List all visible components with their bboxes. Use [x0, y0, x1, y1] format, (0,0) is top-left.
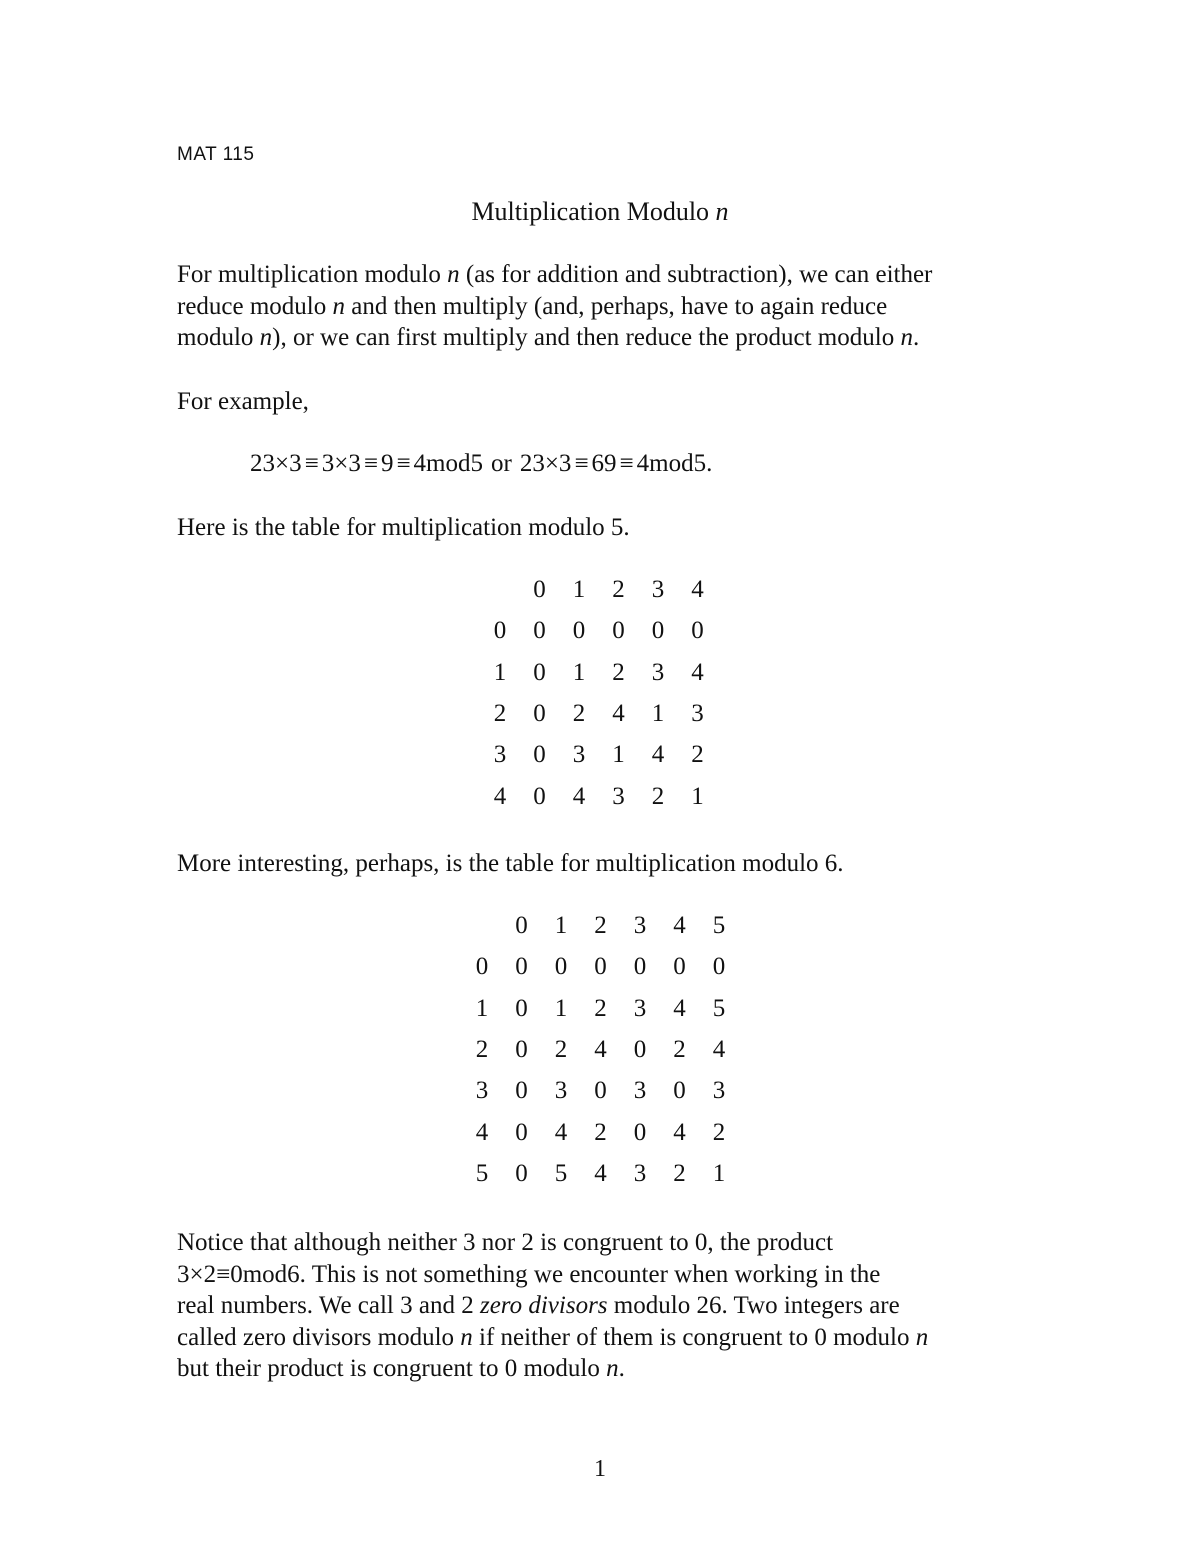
intro-line-2-b: and then multiply (and, perhaps, have to again reduce	[345, 292, 888, 320]
eq-equiv-2: ≡	[363, 450, 378, 477]
table-cell: 2	[673, 1159, 686, 1187]
table-cell: 0	[673, 953, 686, 981]
eq-term-6: 69	[591, 450, 617, 477]
notice-line-5	[177, 1353, 928, 1385]
table-cell: 0	[515, 1035, 528, 1063]
intro-line-2-a: reduce modulo	[177, 292, 333, 320]
notice-line-4-var2: n	[915, 1323, 929, 1351]
notice-line-4-var: n	[460, 1323, 473, 1351]
table-cell: 1	[691, 782, 704, 810]
eq-term-3: 9	[380, 450, 394, 477]
eq-term-5: 23×3	[519, 450, 572, 477]
table-cell: 4	[673, 994, 686, 1022]
table-cell: 0	[515, 994, 528, 1022]
row-header: 0	[475, 953, 489, 981]
row-header: 5	[475, 1159, 489, 1187]
table-cell: 2	[673, 1035, 686, 1063]
table-cell: 3	[633, 1077, 647, 1105]
notice-line-3-b: modulo 26. Two integers are	[607, 1292, 900, 1319]
mod5-caption: Here is the table for multiplication modulo 5.	[177, 514, 630, 541]
table-cell: 0	[673, 1077, 686, 1105]
table-cell: 2	[554, 1035, 568, 1063]
row-header: 1	[475, 994, 489, 1022]
notice-line-1: Notice that although neither 3 nor 2 is congruent to 0, the product	[177, 1229, 834, 1256]
table-cell: 4	[572, 782, 586, 810]
table-cell: 0	[533, 699, 546, 727]
page-title	[0, 197, 1200, 227]
table-cell: 4	[691, 658, 704, 686]
table-cell: 0	[533, 782, 546, 810]
col-header: 0	[533, 576, 546, 603]
notice-line-2-b: . This is not something we encounter when working in the	[299, 1260, 881, 1288]
col-header: 4	[691, 576, 704, 603]
notice-line-5-a: but their product is congruent to 0 modulo	[177, 1355, 607, 1382]
table-cell: 2	[651, 782, 665, 810]
col-header: 0	[515, 912, 528, 939]
intro-line-3-c: .	[912, 324, 920, 351]
intro-line-3-var: n	[259, 324, 273, 351]
eq-term-4: 4mod5	[413, 450, 483, 477]
table-cell: 0	[554, 953, 568, 981]
table-cell: 1	[712, 1159, 726, 1187]
table-cell: 1	[612, 741, 625, 769]
intro-line-2	[177, 291, 932, 323]
table-cell: 0	[594, 953, 607, 981]
table-cell: 2	[594, 994, 607, 1022]
intro-line-1-b: (as for addition and subtraction), we can either	[459, 261, 933, 288]
table-cell: 0	[515, 953, 528, 981]
table-cell: 3	[554, 1077, 568, 1105]
eq-equiv-4: ≡	[574, 450, 589, 477]
row-header: 2	[493, 699, 507, 727]
notice-line-4-a: called zero divisors modulo	[177, 1323, 461, 1351]
table-cell: 0	[533, 658, 546, 686]
notice-line-5-b: .	[618, 1355, 625, 1382]
table-cell: 0	[712, 953, 726, 981]
example-lead: For example,	[177, 388, 309, 415]
eq-term-7: 4mod5	[636, 450, 707, 477]
table-cell: 0	[651, 617, 665, 645]
table-cell: 3	[651, 658, 665, 686]
table-cell: 4	[651, 741, 665, 769]
col-header: 1	[554, 912, 568, 939]
table-cell: 1	[651, 699, 665, 727]
notice-paragraph	[177, 1227, 928, 1385]
table-cell: 4	[712, 1035, 726, 1063]
table-cell: 1	[554, 994, 568, 1022]
table-cell: 0	[533, 741, 546, 769]
intro-line-2-var: n	[332, 292, 346, 320]
intro-line-3-var2: n	[900, 324, 913, 351]
eq-or: or	[491, 450, 512, 477]
table-cell: 2	[691, 741, 704, 769]
notice-emphasis: zero divisors	[479, 1292, 608, 1319]
table-cell: 3	[691, 699, 704, 727]
table-cell: 0	[612, 617, 625, 645]
notice-line-3-a: real numbers. We call 3 and 2	[177, 1292, 480, 1319]
notice-line-2	[177, 1259, 928, 1291]
table-cell: 0	[572, 617, 586, 645]
table-cell: 1	[572, 658, 586, 686]
table-cell: 0	[515, 1118, 528, 1146]
title-variable: n	[715, 197, 729, 226]
table-cell: 0	[633, 953, 647, 981]
course-code: MAT 115	[177, 144, 255, 165]
row-header: 4	[475, 1118, 489, 1146]
row-header: 3	[475, 1077, 489, 1105]
col-header: 3	[633, 912, 647, 939]
row-header: 4	[493, 782, 507, 810]
table-cell: 4	[612, 699, 625, 727]
table-cell: 4	[594, 1159, 607, 1187]
col-header: 4	[673, 912, 686, 939]
row-header: 0	[493, 617, 507, 645]
table-cell: 0	[533, 617, 546, 645]
notice-line-3	[177, 1290, 928, 1322]
intro-line-3-a: modulo	[177, 324, 260, 351]
intro-line-3-b: ), or we can first multiply and then reduce the product modulo	[272, 324, 901, 351]
example-equation	[250, 450, 712, 478]
eq-term-2: 3×3	[321, 450, 361, 477]
eq-equiv-5: ≡	[619, 450, 634, 477]
table-cell: 4	[554, 1118, 568, 1146]
intro-line-3	[177, 322, 932, 354]
intro-line-1-a: For multiplication modulo	[177, 261, 448, 288]
mod6-caption: More interesting, perhaps, is the table for multiplication modulo 6.	[177, 850, 844, 877]
table-cell: 3	[612, 782, 625, 810]
eq-term-1: 23×3	[250, 450, 302, 477]
col-header: 1	[572, 576, 586, 603]
col-header: 2	[594, 912, 607, 939]
table-cell: 2	[612, 658, 625, 686]
table-cell: 3	[633, 1159, 647, 1187]
table-cell: 2	[712, 1118, 726, 1146]
row-header: 3	[493, 741, 507, 769]
eq-end: .	[706, 450, 713, 477]
table-cell: 0	[594, 1077, 607, 1105]
table-cell: 4	[594, 1035, 607, 1063]
table-cell: 3	[633, 994, 647, 1022]
table-cell: 0	[515, 1159, 528, 1187]
col-header: 3	[651, 576, 665, 603]
title-text: Multiplication Modulo	[471, 197, 716, 226]
table-cell: 2	[572, 699, 586, 727]
notice-line-4-b: if neither of them is congruent to 0 modulo	[472, 1323, 916, 1351]
col-header: 2	[612, 576, 625, 603]
page-number: 1	[594, 1456, 606, 1482]
table-cell: 3	[712, 1077, 726, 1105]
col-header: 5	[712, 912, 726, 939]
table-cell: 2	[594, 1118, 607, 1146]
table-cell: 4	[673, 1118, 686, 1146]
table-cell: 0	[515, 1077, 528, 1105]
table-cell: 3	[572, 741, 586, 769]
row-header: 1	[493, 658, 507, 686]
table-cell: 5	[554, 1159, 568, 1187]
table-cell: 5	[712, 994, 726, 1022]
table-cell: 0	[691, 617, 704, 645]
notice-line-5-var: n	[606, 1355, 619, 1382]
table-cell: 0	[633, 1035, 647, 1063]
notice-line-4	[177, 1322, 928, 1354]
eq-equiv-1: ≡	[304, 450, 319, 477]
table-cell: 0	[633, 1118, 647, 1146]
intro-paragraph	[177, 259, 932, 354]
notice-math: 3×2≡0mod6	[177, 1260, 300, 1288]
eq-equiv-3: ≡	[396, 450, 411, 477]
intro-line-1	[177, 259, 932, 291]
row-header: 2	[475, 1035, 489, 1063]
intro-line-1-var: n	[447, 261, 460, 288]
